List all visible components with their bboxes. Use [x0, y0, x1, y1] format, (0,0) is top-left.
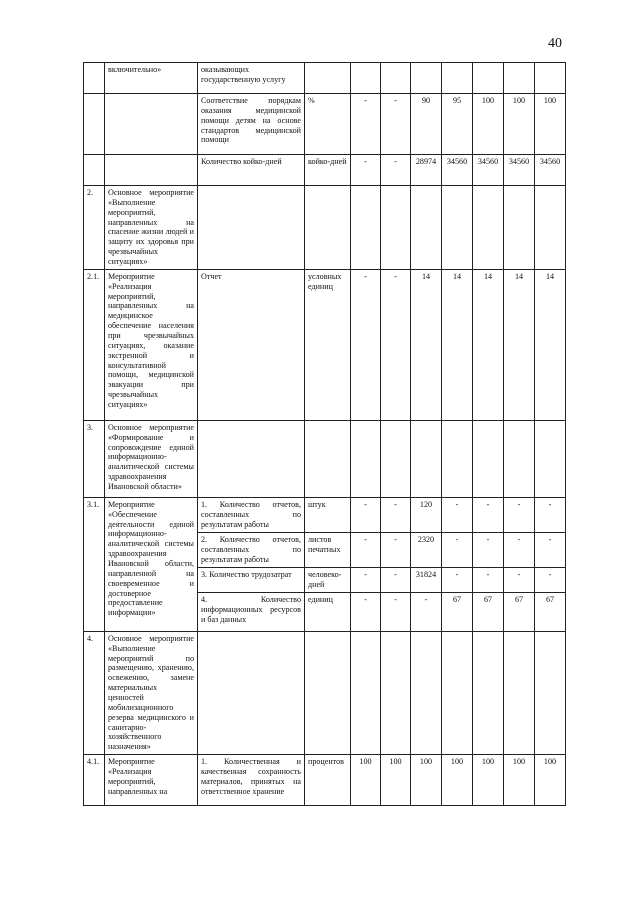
value-cell: 34560 [535, 155, 566, 186]
unit-cell [305, 63, 351, 94]
row-number-cell: 4. [84, 631, 105, 754]
value-cell: - [381, 94, 411, 155]
table-row [84, 94, 566, 155]
value-cell: - [351, 155, 381, 186]
value-cell: - [381, 567, 411, 592]
value-cell [442, 186, 473, 270]
table-row [84, 269, 566, 420]
value-cell: 2320 [411, 532, 442, 567]
table-row [84, 420, 566, 497]
value-cell: 100 [535, 755, 566, 806]
value-cell: 14 [473, 269, 504, 420]
value-cell: 100 [473, 94, 504, 155]
row-number-cell: 3. [84, 420, 105, 497]
value-cell: 100 [535, 94, 566, 155]
value-cell: - [473, 567, 504, 592]
indicator-cell: оказывающих государственную услугу [198, 63, 305, 94]
value-cell: - [351, 532, 381, 567]
value-cell: - [351, 269, 381, 420]
value-cell: - [351, 592, 381, 631]
value-cell [504, 186, 535, 270]
row-number-cell: 3.1. [84, 497, 105, 631]
value-cell: 14 [411, 269, 442, 420]
indicator-cell: 1. Количественная и качественная сохранность материалов, принятых на ответственное хранение [198, 755, 305, 806]
value-cell [351, 186, 381, 270]
event-cell: Мероприятие «Обеспечение деятельности единой информационно-аналитической системы здравоохранения Ивановской области, направленной на своевременное и достоверное предоставление информации» [105, 497, 198, 631]
value-cell [504, 420, 535, 497]
value-cell: - [473, 532, 504, 567]
value-cell: 100 [351, 755, 381, 806]
value-cell: 14 [504, 269, 535, 420]
indicator-cell: 2. Количество отчетов, составленных по результатам работы [198, 532, 305, 567]
value-cell: 34560 [504, 155, 535, 186]
indicator-cell: 3. Количество трудозатрат [198, 567, 305, 592]
unit-cell: человеко-дней [305, 567, 351, 592]
value-cell: 120 [411, 497, 442, 532]
value-cell [504, 63, 535, 94]
value-cell: 100 [504, 755, 535, 806]
value-cell: 67 [442, 592, 473, 631]
value-cell: - [442, 567, 473, 592]
value-cell: 67 [504, 592, 535, 631]
value-cell: 90 [411, 94, 442, 155]
value-cell [411, 420, 442, 497]
event-cell [105, 94, 198, 155]
unit-cell: единиц [305, 592, 351, 631]
value-cell: 14 [535, 269, 566, 420]
value-cell: - [381, 592, 411, 631]
row-number-cell: 4.1. [84, 755, 105, 806]
value-cell [351, 63, 381, 94]
value-cell [411, 631, 442, 754]
indicator-cell: 1. Количество отчетов, составленных по результатам работы [198, 497, 305, 532]
table-row [84, 631, 566, 754]
value-cell [381, 63, 411, 94]
value-cell: - [504, 532, 535, 567]
indicator-cell: Количество койко-дней [198, 155, 305, 186]
value-cell [473, 186, 504, 270]
value-cell: - [351, 497, 381, 532]
value-cell: - [381, 497, 411, 532]
value-cell [535, 420, 566, 497]
program-indicators-table [83, 62, 566, 806]
row-number-cell [84, 94, 105, 155]
event-cell [105, 155, 198, 186]
value-cell: - [442, 532, 473, 567]
unit-cell [305, 186, 351, 270]
value-cell: - [351, 567, 381, 592]
value-cell: 31824 [411, 567, 442, 592]
indicator-cell [198, 631, 305, 754]
value-cell [442, 63, 473, 94]
row-number-cell: 2.1. [84, 269, 105, 420]
value-cell: 34560 [473, 155, 504, 186]
row-number-cell [84, 63, 105, 94]
table-row [84, 63, 566, 94]
indicator-cell [198, 420, 305, 497]
unit-cell [305, 420, 351, 497]
value-cell: 34560 [442, 155, 473, 186]
table-row [84, 186, 566, 270]
value-cell [535, 63, 566, 94]
unit-cell: койко-дней [305, 155, 351, 186]
unit-cell: % [305, 94, 351, 155]
value-cell: - [504, 497, 535, 532]
event-cell: Мероприятие «Реализация мероприятий, направленных на [105, 755, 198, 806]
value-cell: 100 [473, 755, 504, 806]
value-cell: - [351, 94, 381, 155]
value-cell: 67 [535, 592, 566, 631]
value-cell [351, 420, 381, 497]
value-cell: - [535, 532, 566, 567]
unit-cell: штук [305, 497, 351, 532]
event-cell: включительно» [105, 63, 198, 94]
value-cell [473, 631, 504, 754]
value-cell: - [504, 567, 535, 592]
value-cell: - [381, 532, 411, 567]
value-cell: 95 [442, 94, 473, 155]
value-cell [535, 631, 566, 754]
value-cell [381, 420, 411, 497]
indicator-cell: 4. Количество информационных ресурсов и баз данных [198, 592, 305, 631]
value-cell [473, 420, 504, 497]
indicator-cell [198, 186, 305, 270]
table-row [84, 755, 566, 806]
unit-cell [305, 631, 351, 754]
value-cell: 14 [442, 269, 473, 420]
value-cell: - [411, 592, 442, 631]
value-cell [442, 420, 473, 497]
row-number-cell [84, 155, 105, 186]
value-cell: - [381, 155, 411, 186]
value-cell [411, 63, 442, 94]
event-cell: Мероприятие «Реализация мероприятий, направленных на медицинское обеспечение населения при чрезвычайных ситуациях, оказание экстренной и консультативной помощи, медицинской эвакуации при чрезвычайных ситуациях» [105, 269, 198, 420]
event-cell: Основное мероприятие «Выполнение мероприятий по размещению, хранению, освежению, замене материальных ценностей мобилизационного резерва медицинского и санитарно-хозяйственного назначения» [105, 631, 198, 754]
value-cell [473, 63, 504, 94]
value-cell: 100 [504, 94, 535, 155]
value-cell [411, 186, 442, 270]
unit-cell: процентов [305, 755, 351, 806]
value-cell: 100 [381, 755, 411, 806]
value-cell: 100 [411, 755, 442, 806]
table-row [84, 497, 566, 532]
indicator-cell: Соответствие порядкам оказания медицинской помощи детям на основе стандартов медицинской помощи [198, 94, 305, 155]
unit-cell: листов печатных [305, 532, 351, 567]
value-cell [381, 186, 411, 270]
unit-cell: условных единиц [305, 269, 351, 420]
value-cell: 67 [473, 592, 504, 631]
value-cell: 100 [442, 755, 473, 806]
value-cell: - [381, 269, 411, 420]
event-cell: Основное мероприятие «Формирование и сопровождение единой информационно-аналитической системы здравоохранения Ивановской области» [105, 420, 198, 497]
value-cell: - [473, 497, 504, 532]
value-cell: - [535, 567, 566, 592]
value-cell: 28974 [411, 155, 442, 186]
value-cell [442, 631, 473, 754]
indicator-cell: Отчет [198, 269, 305, 420]
value-cell [535, 186, 566, 270]
value-cell: - [535, 497, 566, 532]
value-cell: - [442, 497, 473, 532]
table-row [84, 155, 566, 186]
event-cell: Основное мероприятие «Выполнение мероприятий, направленных на спасение жизни людей и защиту их здоровья при чрезвычайных ситуациях» [105, 186, 198, 270]
row-number-cell: 2. [84, 186, 105, 270]
page-number: 40 [548, 36, 562, 51]
value-cell [381, 631, 411, 754]
value-cell [351, 631, 381, 754]
value-cell [504, 631, 535, 754]
